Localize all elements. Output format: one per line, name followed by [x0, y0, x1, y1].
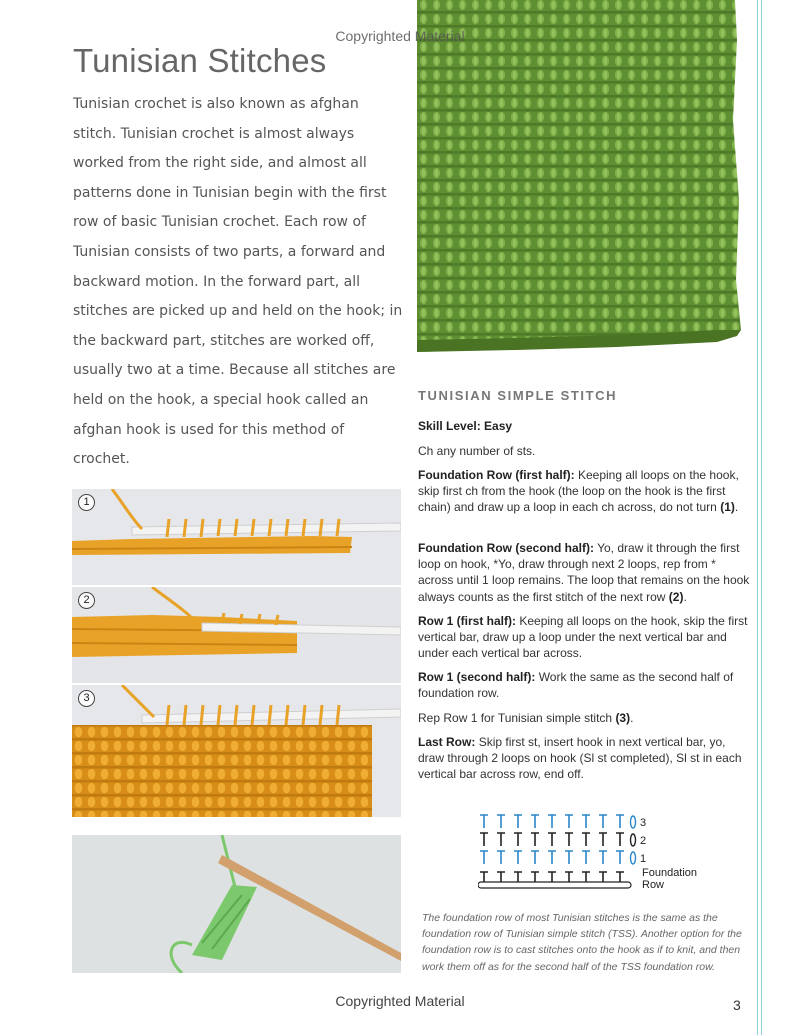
instruction-label: Foundation Row (first half): — [418, 468, 575, 482]
stitch-chart — [478, 810, 718, 895]
chart-stitch-symbol — [514, 872, 522, 882]
chain-instruction: Ch any number of sts. — [418, 444, 536, 458]
chart-stitch-symbol — [531, 872, 539, 882]
chart-loop-symbol — [631, 852, 636, 864]
chart-stitch-symbol — [599, 851, 607, 864]
stitch-chart-svg — [478, 810, 718, 895]
swatch-photo — [417, 0, 742, 352]
instruction-text: Keeping all loops on the hook, skip the first vertical bar, draw up a loop under the next vertical bar and under each vertical bar across. — [418, 614, 748, 661]
chart-stitch-symbol — [548, 872, 556, 882]
instruction-text: Yo, draw it through the first loop on hook, *Yo, draw through next 2 loops, rep from * across until 1 loop remains. The loop that remains on the hook always counts as the first stitch of the next row — [418, 541, 750, 604]
chart-foundation-label: Foundation — [642, 867, 698, 879]
chart-row-label: 2 — [640, 835, 647, 847]
chart-stitch-symbol — [616, 851, 624, 864]
photo-reference: (2) — [668, 589, 684, 604]
chart-stitch-symbol — [497, 872, 505, 882]
chart-row-label: 3 — [640, 817, 647, 829]
skill-value: Easy — [484, 419, 513, 433]
step-photo-1 — [72, 489, 401, 585]
chart-stitch-symbol — [531, 815, 539, 828]
chart-stitch-symbol — [497, 833, 505, 846]
page-title: Tunisian Stitches — [73, 42, 327, 79]
photo-caption: The foundation row of most Tunisian stitches is the same as the foundation row of Tunisian simple stitch (TSS). Another option for the foundation row is to cast stitches onto the hook as if to knit, and then work them off as for the second half of the TSS foundation row. — [422, 912, 742, 973]
chart-stitch-symbol — [565, 833, 573, 846]
chart-stitch-symbol — [616, 815, 624, 828]
page-edge-line — [757, 0, 758, 1035]
instruction-end: . — [683, 589, 687, 604]
instruction-label: Row 1 (first half): — [418, 614, 516, 628]
photo-reference: (3) — [615, 711, 631, 725]
chart-stitch-symbol — [548, 833, 556, 846]
chart-stitch-symbol — [616, 833, 624, 846]
instruction-label: Last Row: — [418, 735, 476, 749]
chart-stitch-symbol — [565, 815, 573, 828]
copyright-footer: Copyrighted Material — [335, 993, 465, 1009]
skill-label: Skill Level: — [418, 419, 481, 433]
repeat-end: . — [630, 711, 634, 725]
repeat-instruction — [418, 710, 750, 726]
chart-stitch-symbol — [531, 833, 539, 846]
chart-row-label: 1 — [640, 853, 647, 865]
instruction-text: Skip first st, insert hook in next vertical bar, yo, draw through 2 loops on hook (Sl st completed), Sl st in each vertical bar across row, end off. — [418, 735, 742, 782]
chart-stitch-symbol — [565, 851, 573, 864]
chart-stitch-symbol — [582, 833, 590, 846]
step-number-badge: 2 — [78, 592, 95, 609]
photo-reference: (1) — [720, 500, 735, 515]
section-heading: TUNISIAN SIMPLE STITCH — [418, 388, 618, 403]
chart-stitch-symbol — [599, 815, 607, 828]
chart-stitch-symbol — [582, 851, 590, 864]
chart-chain-symbol — [478, 882, 631, 888]
instruction-last-row — [418, 734, 750, 783]
copyright-watermark: Copyrighted Material — [335, 28, 465, 44]
page-number: 3 — [733, 997, 741, 1013]
chart-loop-symbol — [631, 834, 636, 846]
intro-paragraph: Tunisian crochet is also known as afghan stitch. Tunisian crochet is almost always worked from the right side, and almost all patterns done in Tunisian begin with the first row of basic Tunisian crochet. Each row of Tunisian consists of two parts, a forward and backward motion. In the forward part, all stitches are picked up and held on the hook; in the backward part, stitches are worked off, usually two at a time. Because all stitches are held on the hook, a special hook called an afghan hook is used for this method of crochet. — [73, 96, 403, 468]
chart-stitch-symbol — [497, 815, 505, 828]
repeat-text: Rep Row 1 for Tunisian simple stitch — [418, 711, 613, 725]
chart-stitch-symbol — [531, 851, 539, 864]
chart-stitch-symbol — [599, 833, 607, 846]
chart-stitch-symbol — [616, 872, 624, 882]
chart-loop-symbol — [631, 816, 636, 828]
chart-stitch-symbol — [514, 851, 522, 864]
step-photo-3 — [72, 685, 401, 817]
instruction-text: Keeping all loops on the hook, skip first ch from the hook (the loop on the hook is the first chain) and draw up a loop in each ch across, do not turn — [418, 468, 739, 515]
chart-stitch-symbol — [599, 872, 607, 882]
step-photo-2 — [72, 587, 401, 683]
chart-stitch-symbol — [582, 815, 590, 828]
skill-level — [418, 418, 750, 434]
instruction-row1-second — [418, 669, 750, 701]
chart-stitch-symbol — [548, 851, 556, 864]
chart-stitch-symbol — [565, 872, 573, 882]
chart-stitch-symbol — [480, 851, 488, 864]
instruction-label: Foundation Row (second half): — [418, 541, 594, 555]
step-number-badge: 3 — [78, 690, 95, 707]
instruction-foundation-first — [418, 467, 750, 516]
instruction-label: Row 1 (second half): — [418, 670, 536, 684]
chart-stitch-symbol — [514, 815, 522, 828]
instruction-end: . — [734, 500, 739, 515]
chart-stitch-symbol — [514, 833, 522, 846]
chart-stitch-symbol — [480, 872, 488, 882]
instruction-text: Work the same as the second half of foundation row. — [418, 670, 734, 701]
page-edge-line — [761, 0, 762, 1035]
chart-stitch-symbol — [582, 872, 590, 882]
chart-foundation-label: Row — [642, 879, 665, 891]
instruction-foundation-second — [418, 540, 750, 605]
step-number-badge: 1 — [78, 494, 95, 511]
chart-stitch-symbol — [480, 815, 488, 828]
chart-stitch-symbol — [548, 815, 556, 828]
chart-stitch-symbol — [480, 833, 488, 846]
chart-stitch-symbol — [497, 851, 505, 864]
green-sample-photo — [72, 835, 401, 973]
instruction-row1-first — [418, 613, 750, 662]
